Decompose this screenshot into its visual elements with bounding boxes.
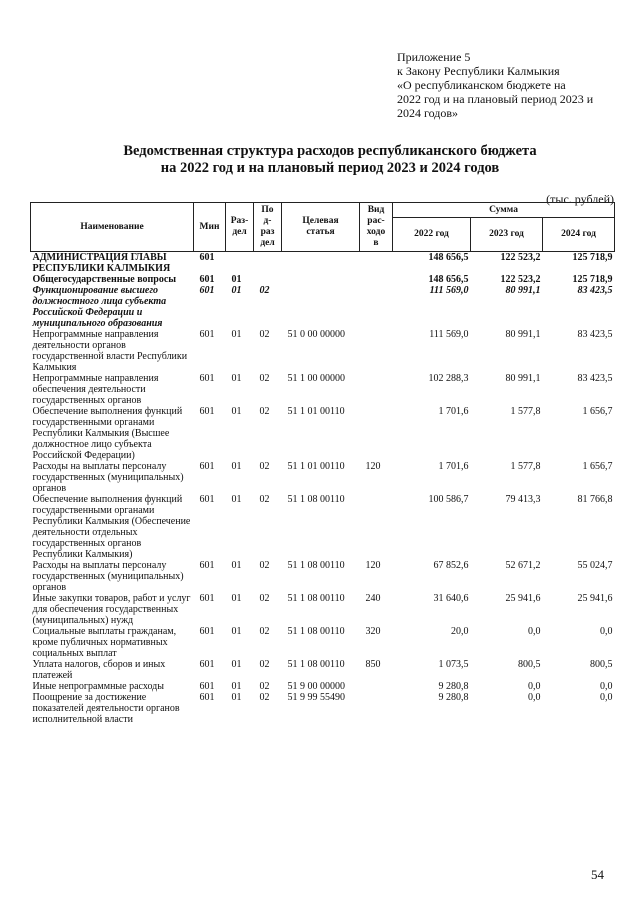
cell-min: 601: [199, 692, 215, 703]
cell-podrazdel: [254, 252, 282, 275]
col-min: Мин: [194, 203, 226, 252]
cell-2024: 1 656,7: [582, 461, 613, 472]
appendix-note: [397, 50, 627, 120]
table-row: [31, 593, 615, 626]
cell-min: 601: [199, 593, 215, 604]
cell-min: 601: [199, 659, 215, 670]
cell-min: 601: [199, 274, 215, 285]
cell-name: Иные непрограммные расходы: [32, 681, 164, 692]
cell-podrazdel: 02: [259, 373, 270, 384]
appendix-line: Приложение 5: [397, 50, 471, 64]
cell-2023: 52 671,2: [505, 560, 541, 571]
cell-2023: 80 991,1: [505, 329, 541, 340]
cell-2024: 0,0: [600, 626, 613, 637]
cell-2023: 1 577,8: [510, 406, 541, 417]
expenditure-table: [30, 202, 615, 725]
col-podrazdel: По д- раз дел: [254, 203, 282, 252]
appendix-line: «О республиканском бюджете на: [397, 78, 566, 92]
cell-2024: 83 423,5: [577, 373, 613, 384]
page-number: 54: [591, 867, 604, 882]
cell-name: АДМИНИСТРАЦИЯ ГЛАВЫ РЕСПУБЛИКИ КАЛМЫКИЯ: [32, 252, 171, 274]
cell-target: 51 0 00 00000: [287, 329, 345, 340]
cell-name: Расходы на выплаты персоналу государственных (муниципальных) органов: [32, 560, 184, 593]
cell-podrazdel: 02: [259, 692, 270, 703]
cell-2024: 55 024,7: [577, 560, 613, 571]
cell-2024: 0,0: [600, 681, 613, 692]
cell-target: 51 1 08 00110: [287, 494, 345, 505]
col-vid: Вид рас- ходо в: [360, 203, 393, 252]
table-row: [31, 252, 615, 275]
cell-target: 51 9 00 00000: [287, 681, 345, 692]
table-row: [31, 461, 615, 494]
col-sum: Сумма: [393, 203, 615, 218]
appendix-line: к Закону Республики Калмыкия: [397, 64, 560, 78]
cell-target: 51 1 01 00110: [287, 406, 345, 417]
cell-vid: [360, 681, 393, 692]
col-razdel: Раз- дел: [226, 203, 254, 252]
cell-min: 601: [199, 329, 215, 340]
table-row: [31, 626, 615, 659]
cell-2022: 67 852,6: [433, 560, 469, 571]
cell-podrazdel: 02: [259, 285, 270, 296]
cell-2023: 0,0: [528, 681, 541, 692]
cell-podrazdel: 02: [259, 659, 270, 670]
cell-min: 601: [199, 373, 215, 384]
cell-2022: 20,0: [451, 626, 469, 637]
cell-min: 601: [199, 560, 215, 571]
cell-podrazdel: 02: [259, 681, 270, 692]
cell-min: 601: [199, 252, 215, 263]
cell-razdel: 01: [231, 406, 242, 417]
cell-name: Непрограммные направления обеспечения деятельности государственных органов: [32, 373, 159, 406]
cell-2022: 111 569,0: [429, 285, 469, 296]
cell-2024: 800,5: [590, 659, 613, 670]
cell-2022: 111 569,0: [429, 329, 469, 340]
cell-name: Обеспечение выполнения функций государственными органами Республики Калмыкия (Высшее должностное лицо субъекта Российской Федерации): [32, 406, 183, 461]
table-row: [31, 494, 615, 560]
cell-2024: 125 718,9: [572, 252, 613, 263]
cell-target: 51 9 99 55490: [287, 692, 345, 703]
cell-name: Иные закупки товаров, работ и услуг для обеспечения государственных (муниципальных) нужд: [32, 593, 191, 626]
cell-2023: 25 941,6: [505, 593, 541, 604]
cell-razdel: 01: [231, 285, 242, 296]
cell-2022: 1 701,6: [438, 461, 469, 472]
cell-2022: 31 640,6: [433, 593, 469, 604]
title-line-1: Ведомственная структура расходов республиканского бюджета: [123, 143, 537, 159]
cell-target: 51 1 00 00000: [287, 373, 345, 384]
cell-vid: [360, 406, 393, 461]
table-row: [31, 373, 615, 406]
cell-2024: 25 941,6: [577, 593, 613, 604]
cell-podrazdel: 02: [259, 593, 270, 604]
cell-vid: 240: [365, 593, 381, 604]
cell-podrazdel: 02: [259, 494, 270, 505]
col-name: Наименование: [31, 203, 194, 252]
cell-2022: 148 656,5: [428, 252, 469, 263]
cell-2022: 9 280,8: [438, 692, 469, 703]
cell-vid: [360, 329, 393, 373]
cell-2022: 1 701,6: [438, 406, 469, 417]
table-row: [31, 329, 615, 373]
cell-2023: 80 991,1: [505, 373, 541, 384]
units-label: (тыс. рублей): [546, 192, 614, 206]
table-row: [31, 274, 615, 285]
cell-podrazdel: [254, 274, 282, 285]
cell-name: Функционирование высшего должностного лица субъекта Российской Федерации и муниципального образования: [32, 285, 167, 329]
cell-vid: 320: [365, 626, 381, 637]
cell-2024: 83 423,5: [577, 329, 613, 340]
title-line-2: на 2022 год и на плановый период 2023 и 2024 годов: [160, 160, 500, 176]
cell-vid: [360, 692, 393, 725]
table-row: [31, 659, 615, 681]
cell-2023: 0,0: [528, 626, 541, 637]
table-row: [31, 285, 615, 329]
cell-min: 601: [199, 626, 215, 637]
document-title: [30, 143, 630, 177]
cell-razdel: 01: [231, 274, 242, 285]
cell-min: 601: [199, 406, 215, 417]
cell-target: 51 1 08 00110: [287, 560, 345, 571]
cell-2024: 0,0: [600, 692, 613, 703]
appendix-line: 2022 год и на плановый период 2023 и: [397, 92, 594, 106]
col-2022: 2022 год: [393, 218, 471, 252]
cell-razdel: 01: [231, 560, 242, 571]
cell-vid: [360, 274, 393, 285]
cell-razdel: [226, 252, 254, 275]
col-2023: 2023 год: [471, 218, 543, 252]
cell-2023: 122 523,2: [500, 252, 541, 263]
cell-razdel: 01: [231, 626, 242, 637]
cell-vid: 120: [365, 560, 381, 571]
cell-target: [282, 274, 360, 285]
cell-target: 51 1 08 00110: [287, 593, 345, 604]
cell-target: 51 1 08 00110: [287, 659, 345, 670]
col-2024: 2024 год: [543, 218, 615, 252]
cell-2022: 148 656,5: [428, 274, 469, 285]
cell-target: [282, 285, 360, 329]
cell-2022: 1 073,5: [438, 659, 469, 670]
cell-name: Уплата налогов, сборов и иных платежей: [32, 659, 166, 681]
cell-razdel: 01: [231, 373, 242, 384]
cell-podrazdel: 02: [259, 560, 270, 571]
cell-2023: 79 413,3: [505, 494, 541, 505]
cell-vid: [360, 252, 393, 275]
cell-name: Поощрение за достижение показателей деятельности органов исполнительной власти: [32, 692, 180, 725]
cell-razdel: 01: [231, 681, 242, 692]
cell-2024: 81 766,8: [577, 494, 613, 505]
cell-podrazdel: 02: [259, 461, 270, 472]
cell-name: Общегосударственные вопросы: [32, 274, 177, 285]
cell-2023: 1 577,8: [510, 461, 541, 472]
cell-2022: 9 280,8: [438, 681, 469, 692]
cell-name: Непрограммные направления деятельности органов государственной власти Республики Калмыкия: [32, 329, 188, 373]
cell-2024: 125 718,9: [572, 274, 613, 285]
cell-razdel: 01: [231, 692, 242, 703]
cell-razdel: 01: [231, 494, 242, 505]
cell-min: 601: [199, 681, 215, 692]
table-row: [31, 692, 615, 725]
cell-2023: 800,5: [518, 659, 541, 670]
cell-razdel: 01: [231, 329, 242, 340]
cell-razdel: 01: [231, 593, 242, 604]
table-row: [31, 406, 615, 461]
cell-target: 51 1 01 00110: [287, 461, 345, 472]
table-row: [31, 560, 615, 593]
appendix-line: 2024 годов»: [397, 106, 459, 120]
cell-2024: 83 423,5: [577, 285, 613, 296]
cell-2024: 1 656,7: [582, 406, 613, 417]
table-header: [31, 203, 615, 252]
col-target: Целевая статья: [282, 203, 360, 252]
cell-2023: 0,0: [528, 692, 541, 703]
cell-razdel: 01: [231, 659, 242, 670]
cell-podrazdel: 02: [259, 626, 270, 637]
cell-min: 601: [199, 494, 215, 505]
cell-name: Социальные выплаты гражданам, кроме публичных нормативных социальных выплат: [32, 626, 177, 659]
cell-podrazdel: 02: [259, 329, 270, 340]
cell-min: 601: [199, 285, 215, 296]
cell-podrazdel: 02: [259, 406, 270, 417]
cell-2023: 122 523,2: [500, 274, 541, 285]
cell-vid: [360, 494, 393, 560]
cell-min: 601: [199, 461, 215, 472]
cell-target: 51 1 08 00110: [287, 626, 345, 637]
cell-target: [282, 252, 360, 275]
cell-2022: 100 586,7: [428, 494, 469, 505]
cell-name: Обеспечение выполнения функций государственными органами Республики Калмыкия (Обеспечение деятельности отдельных государственных органов Республики Калмыкия): [32, 494, 191, 560]
table-body: [31, 252, 615, 726]
cell-2022: 102 288,3: [428, 373, 469, 384]
cell-vid: [360, 373, 393, 406]
table-row: [31, 681, 615, 692]
cell-2023: 80 991,1: [505, 285, 541, 296]
cell-name: Расходы на выплаты персоналу государственных (муниципальных) органов: [32, 461, 184, 494]
cell-vid: 120: [365, 461, 381, 472]
cell-vid: [360, 285, 393, 329]
cell-razdel: 01: [231, 461, 242, 472]
cell-vid: 850: [365, 659, 381, 670]
